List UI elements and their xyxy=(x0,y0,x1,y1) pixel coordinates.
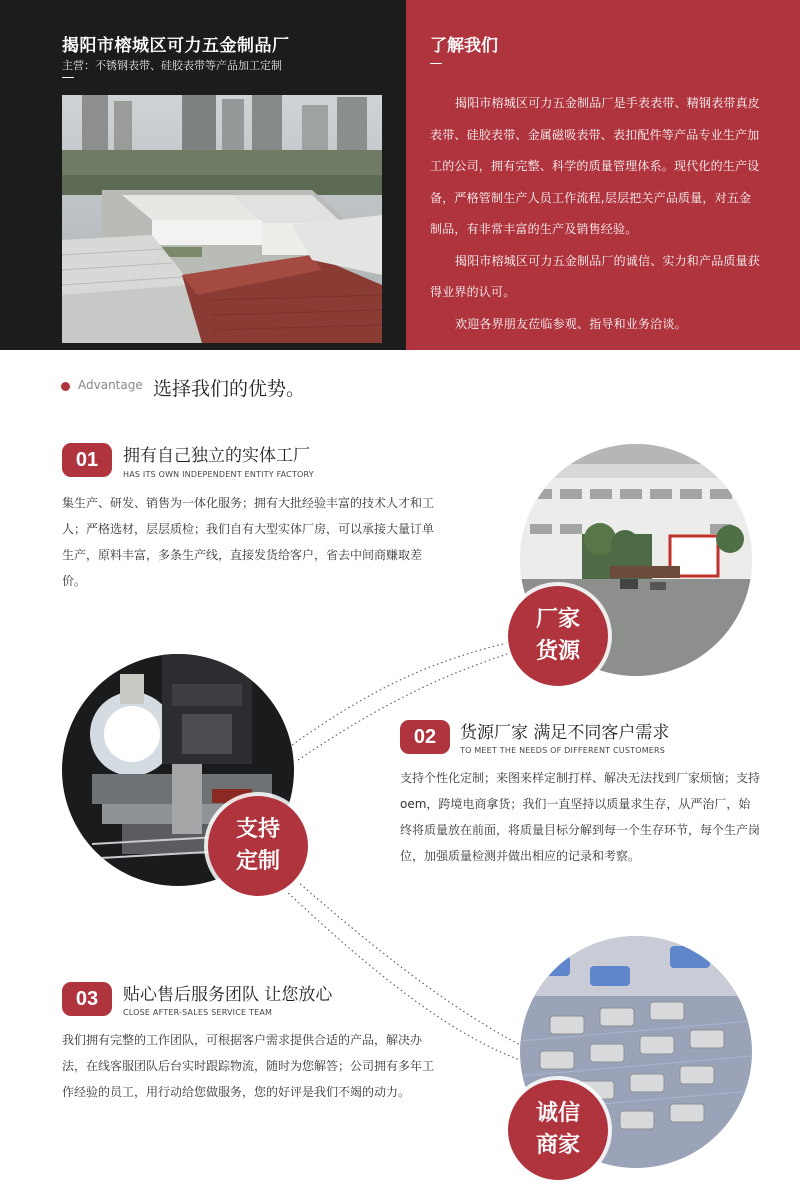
badge-line: 诚信 xyxy=(535,1101,580,1126)
about-paragraph: 揭阳市榕城区可力五金制品厂是手表表带、精钢表带真皮表带、硅胶表带、金属磁吸表带、表扣配件等产品专业生产加工的公司，拥有完整、科学的质量管理体系。现代化的生产设备，严格管制生产人员工作流程,层层把关产品质量，对五金制品，有非常丰富的生产及销售经验。 xyxy=(430,96,761,236)
advantage-heading: 选择我们的优势。 xyxy=(153,378,306,400)
item-description: 我们拥有完整的工作团队，可根据客户需求提供合适的产品，解决办法，在线客服团队后台实时跟踪物流，随时为您解答；公司拥有多年工作经验的员工，用行动给您做服务，您的好评是我们不竭的动力。 xyxy=(62,1033,435,1099)
badge-line: 支持 xyxy=(235,817,280,842)
item-description: 集生产、研发、销售为一体化服务；拥有大批经验丰富的技术人才和工人；严格选材，层层质检；我们自有大型实体厂房，可以承接大量订单生产，原料丰富，多条生产线，直接发货给客户，省去中间商赚取差价。 xyxy=(62,496,435,588)
item-number-badge: 03 xyxy=(62,982,112,1016)
about-text xyxy=(430,88,760,340)
item-description: 支持个性化定制；来图来样定制打样、解决无法找到厂家烦恼；支持oem，跨境电商拿货；我们一直坚持以质量求生存，从严治厂，始终将质量放在前面，将质量目标分解到每一个生存环节，每个生产岗位，加强质量检测并做出相应的记录和考察。 xyxy=(400,771,761,863)
divider xyxy=(430,63,442,64)
company-business-scope: 主营：不锈钢表带、硅胶表带等产品加工定制 xyxy=(62,59,282,72)
advantage-label-en: Advantage xyxy=(78,378,143,392)
badge-line: 货源 xyxy=(535,639,580,664)
factory-aerial-photo xyxy=(62,95,382,343)
about-paragraph: 欢迎各界朋友莅临参观、指导和业务洽谈。 xyxy=(455,316,687,331)
divider xyxy=(62,77,74,78)
top-banner xyxy=(0,0,800,350)
item-number-badge: 02 xyxy=(400,720,450,754)
company-panel xyxy=(0,0,406,350)
item-title: 贴心售后服务团队 让您放心 xyxy=(123,985,333,1005)
badge-line: 厂家 xyxy=(535,607,580,632)
item-number-badge: 01 xyxy=(62,443,112,477)
item-subtitle-en: HAS ITS OWN INDEPENDENT ENTITY FACTORY xyxy=(123,470,314,479)
company-name: 揭阳市榕城区可力五金制品厂 xyxy=(62,36,290,56)
bullet-dot-icon xyxy=(61,382,70,391)
badge-custom-support xyxy=(208,796,308,896)
badge-trusted-seller xyxy=(508,1080,608,1180)
item-subtitle-en: CLOSE AFTER-SALES SERVICE TEAM xyxy=(123,1008,273,1017)
item-title: 货源厂家 满足不同客户需求 xyxy=(460,723,670,743)
item-subtitle-en: TO MEET THE NEEDS OF DIFFERENT CUSTOMERS xyxy=(460,746,666,755)
badge-line: 商家 xyxy=(535,1133,580,1158)
about-paragraph: 揭阳市榕城区可力五金制品厂的诚信、实力和产品质量获得业界的认可。 xyxy=(430,253,761,299)
about-title: 了解我们 xyxy=(430,36,498,56)
badge-line: 定制 xyxy=(235,849,280,874)
badge-factory-source xyxy=(508,586,608,686)
item-title: 拥有自己独立的实体工厂 xyxy=(123,446,310,466)
